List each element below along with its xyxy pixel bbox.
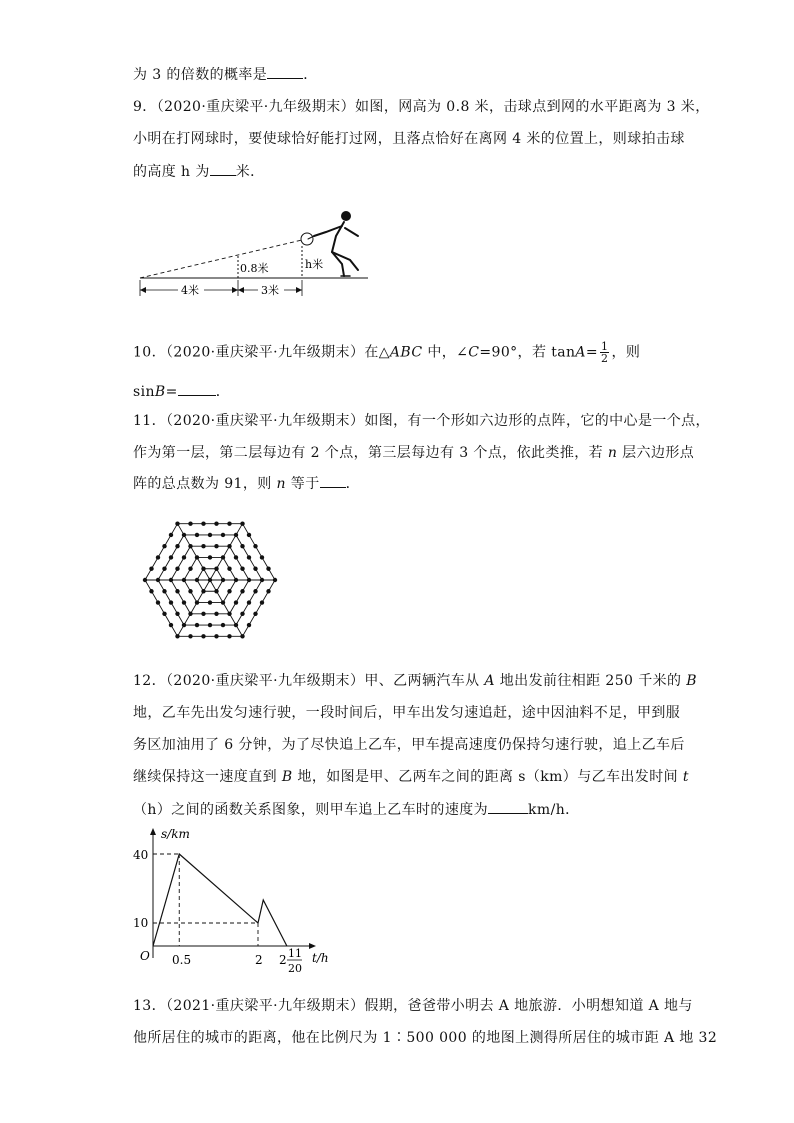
lattice-dot [247, 578, 251, 582]
lattice-dot [162, 544, 166, 548]
question-10-line-2: sinB= ． [133, 381, 230, 402]
y-tick-40: 40 [133, 848, 149, 862]
lattice-dot [221, 533, 225, 537]
y-axis-label: s/km [161, 827, 190, 841]
lattice-dot [234, 623, 238, 627]
question-13-line-1: 13．（2021·重庆梁平·九年级期末）假期，爸爸带小明去 A 地旅游．小明想知道 A 地与 [133, 998, 693, 1014]
lattice-dot [195, 600, 199, 604]
lattice-dot [162, 612, 166, 616]
lattice-dot [247, 600, 251, 604]
lattice-dot [214, 522, 218, 526]
lattice-dot [240, 567, 244, 571]
lattice-dot [221, 600, 225, 604]
question-10-line-1: 10．（2020·重庆梁平·九年级期末）在△ABC 中，∠C=90°，若 tanA= $\frac{1}{2}$ ，则 [133, 340, 641, 365]
lattice-dot [247, 533, 251, 537]
lattice-dot [169, 578, 173, 582]
lattice-dot [175, 589, 179, 593]
lattice-dot [195, 533, 199, 537]
x-tick-mixed-whole: 2 [279, 953, 287, 967]
lattice-dot [188, 589, 192, 593]
lattice-dot [234, 600, 238, 604]
lattice-dot [253, 589, 257, 593]
lattice-dot [182, 623, 186, 627]
lattice-dot [247, 555, 251, 559]
lattice-dot [221, 623, 225, 627]
lattice-dot [227, 544, 231, 548]
lattice-dot [227, 589, 231, 593]
ball [301, 233, 313, 245]
tennis-figure [136, 206, 376, 301]
spoke-line [178, 524, 211, 580]
lattice-dot [169, 623, 173, 627]
spoke-line [178, 580, 211, 636]
lattice-dot [175, 544, 179, 548]
net-height-label: 0.8米 [240, 262, 269, 275]
x-tick-mixed-den: 20 [288, 962, 302, 975]
question-13-line-2: 他所居住的城市的距离，他在比例尺为 1∶500 000 的地图上测得所居住的城市距 A 地 32 [133, 1030, 718, 1046]
x-axis-label: t/h [312, 951, 329, 965]
question-9-line-1: 9．（2020·重庆梁平·九年级期末）如图，网高为 0.8 米，击球点到网的水平距离为 3 米， [133, 99, 710, 115]
question-12-line-4: 继续保持这一速度直到 B 地，如图是甲、乙两车之间的距离 s（km）与乙车出发时间 t [133, 769, 689, 785]
lattice-dot [188, 612, 192, 616]
lattice-dot [201, 634, 205, 638]
lattice-dot [234, 555, 238, 559]
lattice-dot [175, 522, 179, 526]
lattice-dot [175, 612, 179, 616]
x-tick-0-5: 0.5 [172, 953, 192, 967]
lattice-dot [227, 522, 231, 526]
lattice-dot [260, 600, 264, 604]
question-11-line-2: 作为第一层，第二层每边有 2 个点，第三层每边有 3 个点，依此类推，若 n 层六边形点 [133, 445, 695, 461]
question-12-line-1: 12．（2020·重庆梁平·九年级期末）甲、乙两辆汽车从 A 地出发前往相距 250 千米的 B [133, 673, 697, 689]
question-12-line-5: （h）之间的函数关系图象，则甲车追上乙车时的速度为 km/h． [133, 799, 580, 820]
lattice-dot [169, 600, 173, 604]
lattice-dot [162, 589, 166, 593]
lattice-dot [188, 634, 192, 638]
lattice-dot [247, 623, 251, 627]
lattice-dot [260, 578, 264, 582]
lattice-dot [162, 567, 166, 571]
answer-blank [210, 161, 236, 176]
lattice-dot [169, 555, 173, 559]
question-11-line-1: 11．（2020·重庆梁平·九年级期末）如图，有一个形如六边形的点阵，它的中心是一个点， [133, 413, 710, 429]
lattice-dot [208, 578, 212, 582]
distance-time-chart [128, 826, 338, 986]
question-8-tail: 为 3 的倍数的概率是 ． [133, 64, 318, 85]
lattice-dot [188, 522, 192, 526]
answer-blank [320, 473, 346, 488]
lattice-dot [182, 555, 186, 559]
lattice-dot [214, 589, 218, 593]
ball-trajectory [140, 240, 302, 278]
hit-height-label: h米 [305, 258, 324, 271]
lattice-dot [266, 567, 270, 571]
spoke-line [210, 580, 243, 636]
lattice-dot [182, 578, 186, 582]
lattice-dot [208, 533, 212, 537]
lattice-dot [195, 623, 199, 627]
lattice-dot [227, 612, 231, 616]
lattice-dot [208, 600, 212, 604]
lattice-dot [156, 555, 160, 559]
lattice-dot [149, 589, 153, 593]
lattice-dot [253, 544, 257, 548]
distance-3-label: 3米 [261, 284, 279, 297]
question-11-line-3: 阵的总点数为 91，则 n 等于 ． [133, 473, 360, 494]
answer-blank [178, 381, 216, 396]
lattice-dot [240, 612, 244, 616]
lattice-dot [240, 544, 244, 548]
lattice-dot [234, 578, 238, 582]
question-9-line-2: 小明在打网球时，要使球恰好能打过网，且落点恰好在离网 4 米的位置上，则球拍击球 [133, 131, 685, 147]
lattice-dot [149, 567, 153, 571]
lattice-dot [214, 612, 218, 616]
lattice-dot [227, 634, 231, 638]
lattice-dot [208, 623, 212, 627]
lattice-dot [253, 567, 257, 571]
answer-blank [488, 799, 528, 814]
lattice-dot [169, 533, 173, 537]
question-12-line-2: 地，乙车先出发匀速行驶，一段时间后，甲车出发匀速追赶，途中因油料不足，甲到服 [133, 705, 681, 721]
lattice-dot [221, 578, 225, 582]
lattice-dot [273, 578, 277, 582]
spoke-line [210, 524, 243, 580]
lattice-dot [221, 555, 225, 559]
question-12-line-3: 务区加油用了 6 分钟，为了尽快追上乙车，甲车提高速度仍保持匀速行驶，追上乙车后 [133, 737, 685, 753]
lattice-dot [214, 544, 218, 548]
lattice-dot [156, 600, 160, 604]
lattice-dot [234, 533, 238, 537]
question-9-line-3: 的高度 h 为 米． [133, 161, 265, 182]
lattice-dot [201, 612, 205, 616]
lattice-dot [227, 567, 231, 571]
answer-blank [267, 64, 303, 79]
lattice-dot [214, 634, 218, 638]
fraction-one-half: $\frac{1}{2}$ [601, 340, 609, 365]
lattice-dot [188, 567, 192, 571]
lattice-dot [201, 522, 205, 526]
lattice-dot [266, 589, 270, 593]
lattice-dot [201, 544, 205, 548]
lattice-dot [195, 555, 199, 559]
lattice-dot [253, 612, 257, 616]
distance-line [153, 854, 287, 946]
lattice-dot [182, 533, 186, 537]
lattice-dot [240, 634, 244, 638]
lattice-dot [201, 589, 205, 593]
lattice-dot [214, 567, 218, 571]
lattice-dot [182, 600, 186, 604]
lattice-dot [195, 578, 199, 582]
distance-4-label: 4米 [181, 284, 199, 297]
lattice-dot [143, 578, 147, 582]
x-tick-2: 2 [255, 953, 263, 967]
lattice-dot [240, 589, 244, 593]
lattice-dot [240, 522, 244, 526]
lattice-dot [188, 544, 192, 548]
lattice-dot [156, 578, 160, 582]
y-tick-10: 10 [133, 916, 149, 930]
hexagon-dot-lattice [130, 500, 310, 660]
lattice-dot [208, 555, 212, 559]
origin-label: O [140, 949, 150, 963]
lattice-dot [175, 634, 179, 638]
x-tick-mixed-num: 11 [288, 947, 302, 960]
lattice-dot [175, 567, 179, 571]
lattice-dot [201, 567, 205, 571]
lattice-dot [260, 555, 264, 559]
